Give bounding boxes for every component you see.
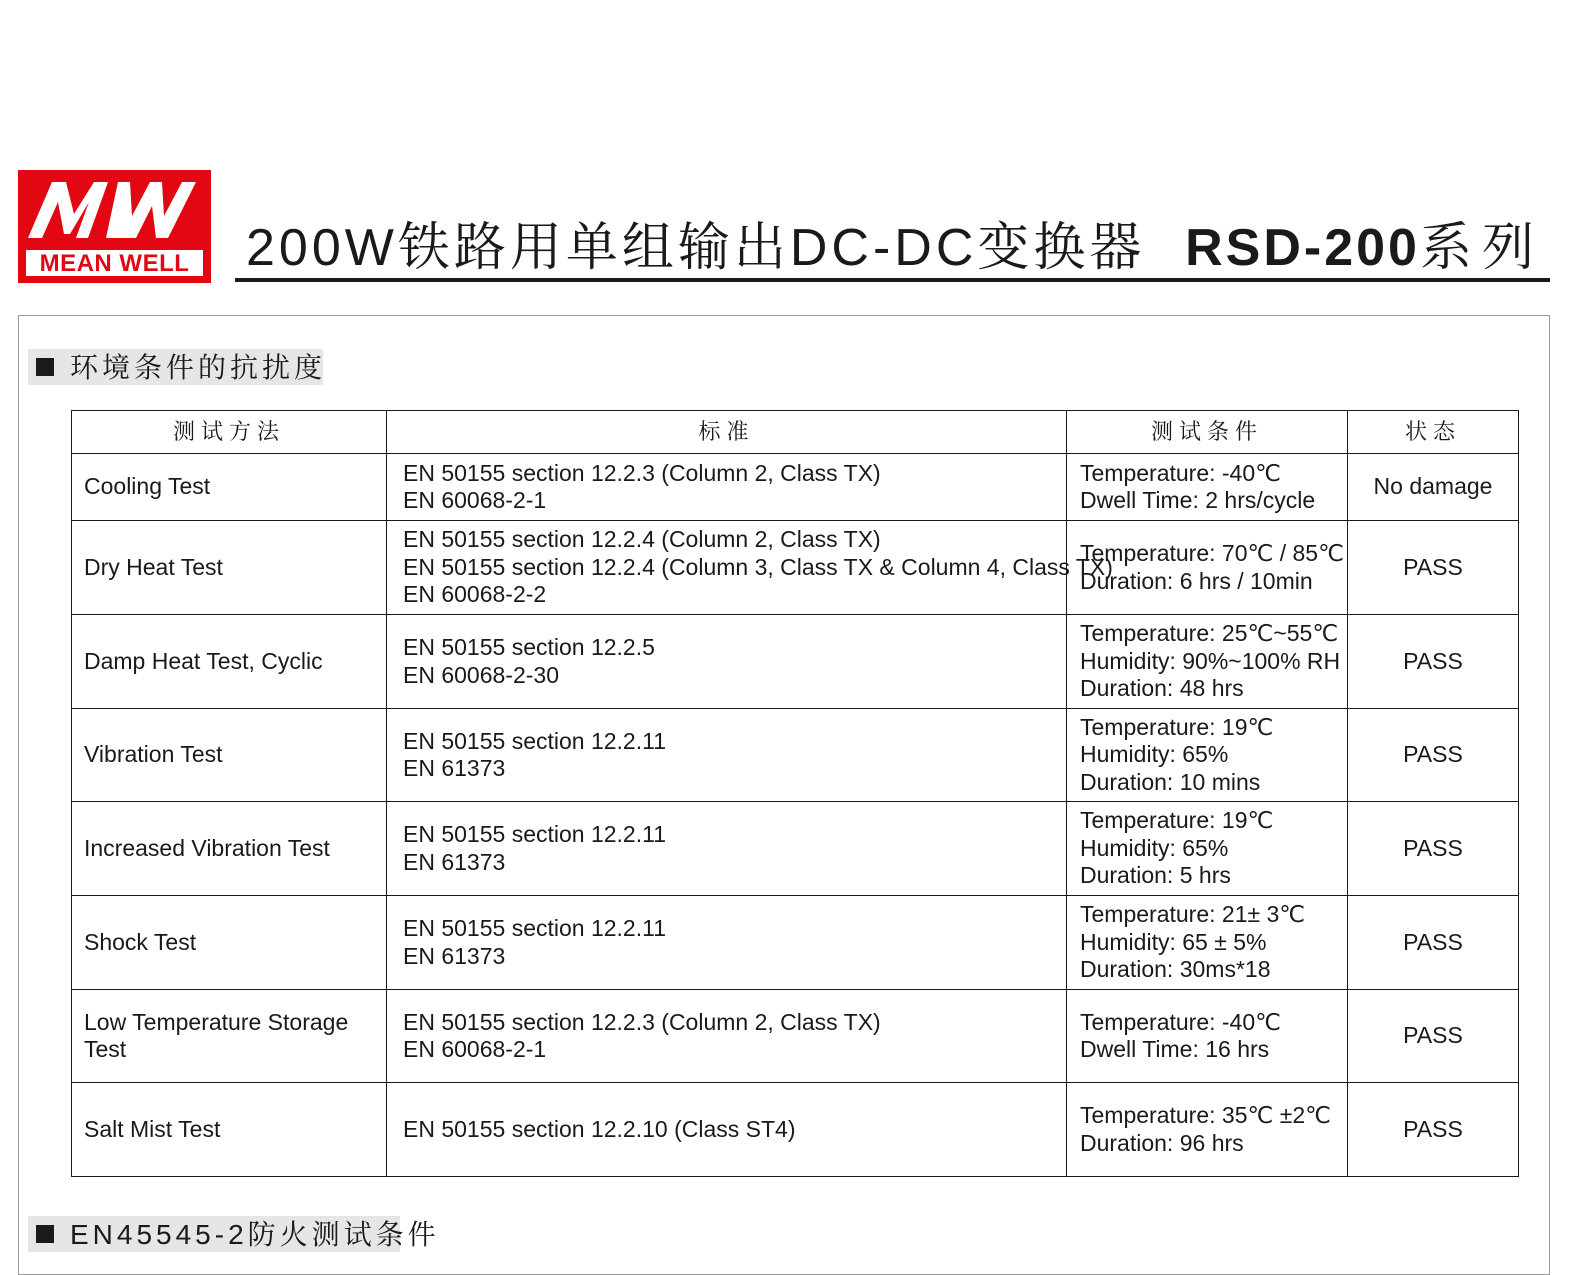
status-cell xyxy=(1348,896,1519,990)
status-cell xyxy=(1348,615,1519,709)
standard-line: EN 50155 section 12.2.10 (Class ST4) xyxy=(403,1115,796,1142)
standard-cell xyxy=(387,896,1067,990)
status-text: No damage xyxy=(1373,473,1493,500)
section-heading-environment xyxy=(28,349,327,385)
series-suffix: 系列 xyxy=(1419,219,1544,277)
standard-line: EN 60068-2-30 xyxy=(403,661,559,688)
conditions-cell xyxy=(1067,896,1348,990)
test-method-cell xyxy=(72,1083,387,1177)
conditions-cell xyxy=(1067,1083,1348,1177)
square-bullet-icon xyxy=(36,358,54,376)
table-row xyxy=(72,990,1519,1083)
standard-line: EN 61373 xyxy=(403,848,506,875)
section-heading-fire-test xyxy=(28,1216,440,1252)
square-bullet-icon xyxy=(36,1225,54,1243)
status-cell xyxy=(1348,1083,1519,1177)
page-title: 200W铁路用单组输出DC-DC变换器 xyxy=(246,219,1146,277)
standard-line: EN 50155 section 12.2.11 xyxy=(403,727,666,754)
condition-line: Duration: 48 hrs xyxy=(1080,675,1244,702)
table-row xyxy=(72,709,1519,802)
status-text: PASS xyxy=(1403,647,1463,674)
condition-line: Humidity: 65% xyxy=(1080,741,1229,768)
condition-line: Duration: 6 hrs / 10min xyxy=(1080,567,1313,594)
test-method-cell xyxy=(72,615,387,709)
condition-line: Temperature: -40℃ xyxy=(1080,1008,1281,1035)
test-method-text: Cooling Test xyxy=(84,473,211,500)
standard-line: EN 60068-2-2 xyxy=(403,581,547,608)
status-text: PASS xyxy=(1403,553,1463,580)
standard-cell xyxy=(387,709,1067,802)
standard-line: EN 50155 section 12.2.11 xyxy=(403,821,666,847)
column-header-status: 状态 xyxy=(1348,411,1519,454)
logo-wordmark: MEAN WELL xyxy=(26,250,203,276)
status-cell xyxy=(1348,521,1519,615)
condition-line: Temperature: 21± 3℃ xyxy=(1080,901,1306,928)
standard-cell xyxy=(387,802,1067,896)
conditions-cell xyxy=(1067,990,1348,1083)
test-method-text: Dry Heat Test xyxy=(84,553,223,580)
standard-line: EN 60068-2-1 xyxy=(403,487,547,513)
column-header-method: 测试方法 xyxy=(72,411,387,454)
standard-line: EN 50155 section 12.2.4 (Column 3, Class TX & Column 4, Class TX) xyxy=(403,553,1113,580)
section-heading-text: EN45545-2防火测试条件 xyxy=(70,1219,440,1250)
standard-line: EN 61373 xyxy=(403,755,506,781)
test-method-cell xyxy=(72,454,387,521)
standard-line: EN 60068-2-1 xyxy=(403,1036,547,1062)
condition-line: Temperature: 70℃ / 85℃ xyxy=(1080,540,1344,566)
condition-line: Temperature: 19℃ xyxy=(1080,713,1274,740)
table-row xyxy=(72,1083,1519,1177)
standard-line: EN 61373 xyxy=(403,942,506,969)
standard-cell xyxy=(387,615,1067,709)
test-method-text: Salt Mist Test xyxy=(84,1115,221,1142)
conditions-cell xyxy=(1067,454,1348,521)
condition-line: Dwell Time: 2 hrs/cycle xyxy=(1080,487,1316,513)
standard-line: EN 50155 section 12.2.11 xyxy=(403,915,666,941)
environment-test-table xyxy=(71,410,1519,1177)
test-method-text: Vibration Test xyxy=(84,741,223,768)
condition-line: Humidity: 65% xyxy=(1080,834,1229,861)
condition-line: Humidity: 65 ± 5% xyxy=(1080,928,1267,955)
conditions-cell xyxy=(1067,521,1348,615)
condition-line: Duration: 30ms*18 xyxy=(1080,956,1271,983)
status-cell xyxy=(1348,802,1519,896)
test-method-text: Low Temperature Storage Test xyxy=(84,1008,349,1062)
title-underline xyxy=(235,278,1550,282)
condition-line: Temperature: -40℃ xyxy=(1080,459,1281,486)
status-text: PASS xyxy=(1403,1115,1463,1142)
conditions-cell xyxy=(1067,709,1348,802)
series-label xyxy=(1185,218,1544,278)
condition-line: Duration: 5 hrs xyxy=(1080,862,1231,889)
condition-line: Duration: 96 hrs xyxy=(1080,1129,1244,1156)
test-method-cell xyxy=(72,896,387,990)
section-heading-text: 环境条件的抗扰度 xyxy=(70,352,327,383)
table-row xyxy=(72,521,1519,615)
table-header-row xyxy=(72,411,1519,454)
conditions-cell xyxy=(1067,802,1348,896)
table-row xyxy=(72,454,1519,521)
test-method-cell xyxy=(72,709,387,802)
test-method-text: Damp Heat Test, Cyclic xyxy=(84,647,323,674)
column-header-standard: 标准 xyxy=(387,411,1067,454)
standard-cell xyxy=(387,990,1067,1083)
table-row xyxy=(72,802,1519,896)
condition-line: Humidity: 90%~100% RH xyxy=(1080,647,1341,674)
status-text: PASS xyxy=(1403,1022,1463,1049)
standard-cell xyxy=(387,1083,1067,1177)
standard-line: EN 50155 section 12.2.3 (Column 2, Class TX) xyxy=(403,459,881,486)
condition-line: Temperature: 19℃ xyxy=(1080,807,1274,834)
standard-line: EN 50155 section 12.2.3 (Column 2, Class TX) xyxy=(403,1008,881,1035)
table-row xyxy=(72,615,1519,709)
condition-line: Dwell Time: 16 hrs xyxy=(1080,1036,1270,1062)
status-cell xyxy=(1348,454,1519,521)
test-method-cell xyxy=(72,521,387,615)
condition-line: Duration: 10 mins xyxy=(1080,768,1261,795)
status-text: PASS xyxy=(1403,928,1463,955)
standard-line: EN 50155 section 12.2.5 xyxy=(403,634,655,660)
standard-cell xyxy=(387,454,1067,521)
test-method-cell xyxy=(72,802,387,896)
status-cell xyxy=(1348,709,1519,802)
standard-line: EN 50155 section 12.2.4 (Column 2, Class TX) xyxy=(403,526,881,553)
mean-well-logo xyxy=(18,170,211,283)
condition-line: Temperature: 35℃ ±2℃ xyxy=(1080,1102,1331,1128)
standard-cell xyxy=(387,521,1113,615)
status-text: PASS xyxy=(1403,834,1463,861)
condition-line: Temperature: 25℃~55℃ xyxy=(1080,620,1339,647)
conditions-cell xyxy=(1067,615,1348,709)
status-cell xyxy=(1348,990,1519,1083)
mw-logo-mark xyxy=(18,170,211,250)
status-text: PASS xyxy=(1403,741,1463,768)
test-method-text: Increased Vibration Test xyxy=(84,834,330,861)
series-model: RSD-200 xyxy=(1185,219,1420,277)
test-method-text: Shock Test xyxy=(84,928,197,955)
column-header-conditions: 测试条件 xyxy=(1067,411,1348,454)
table-row xyxy=(72,896,1519,990)
test-method-cell xyxy=(72,990,387,1083)
